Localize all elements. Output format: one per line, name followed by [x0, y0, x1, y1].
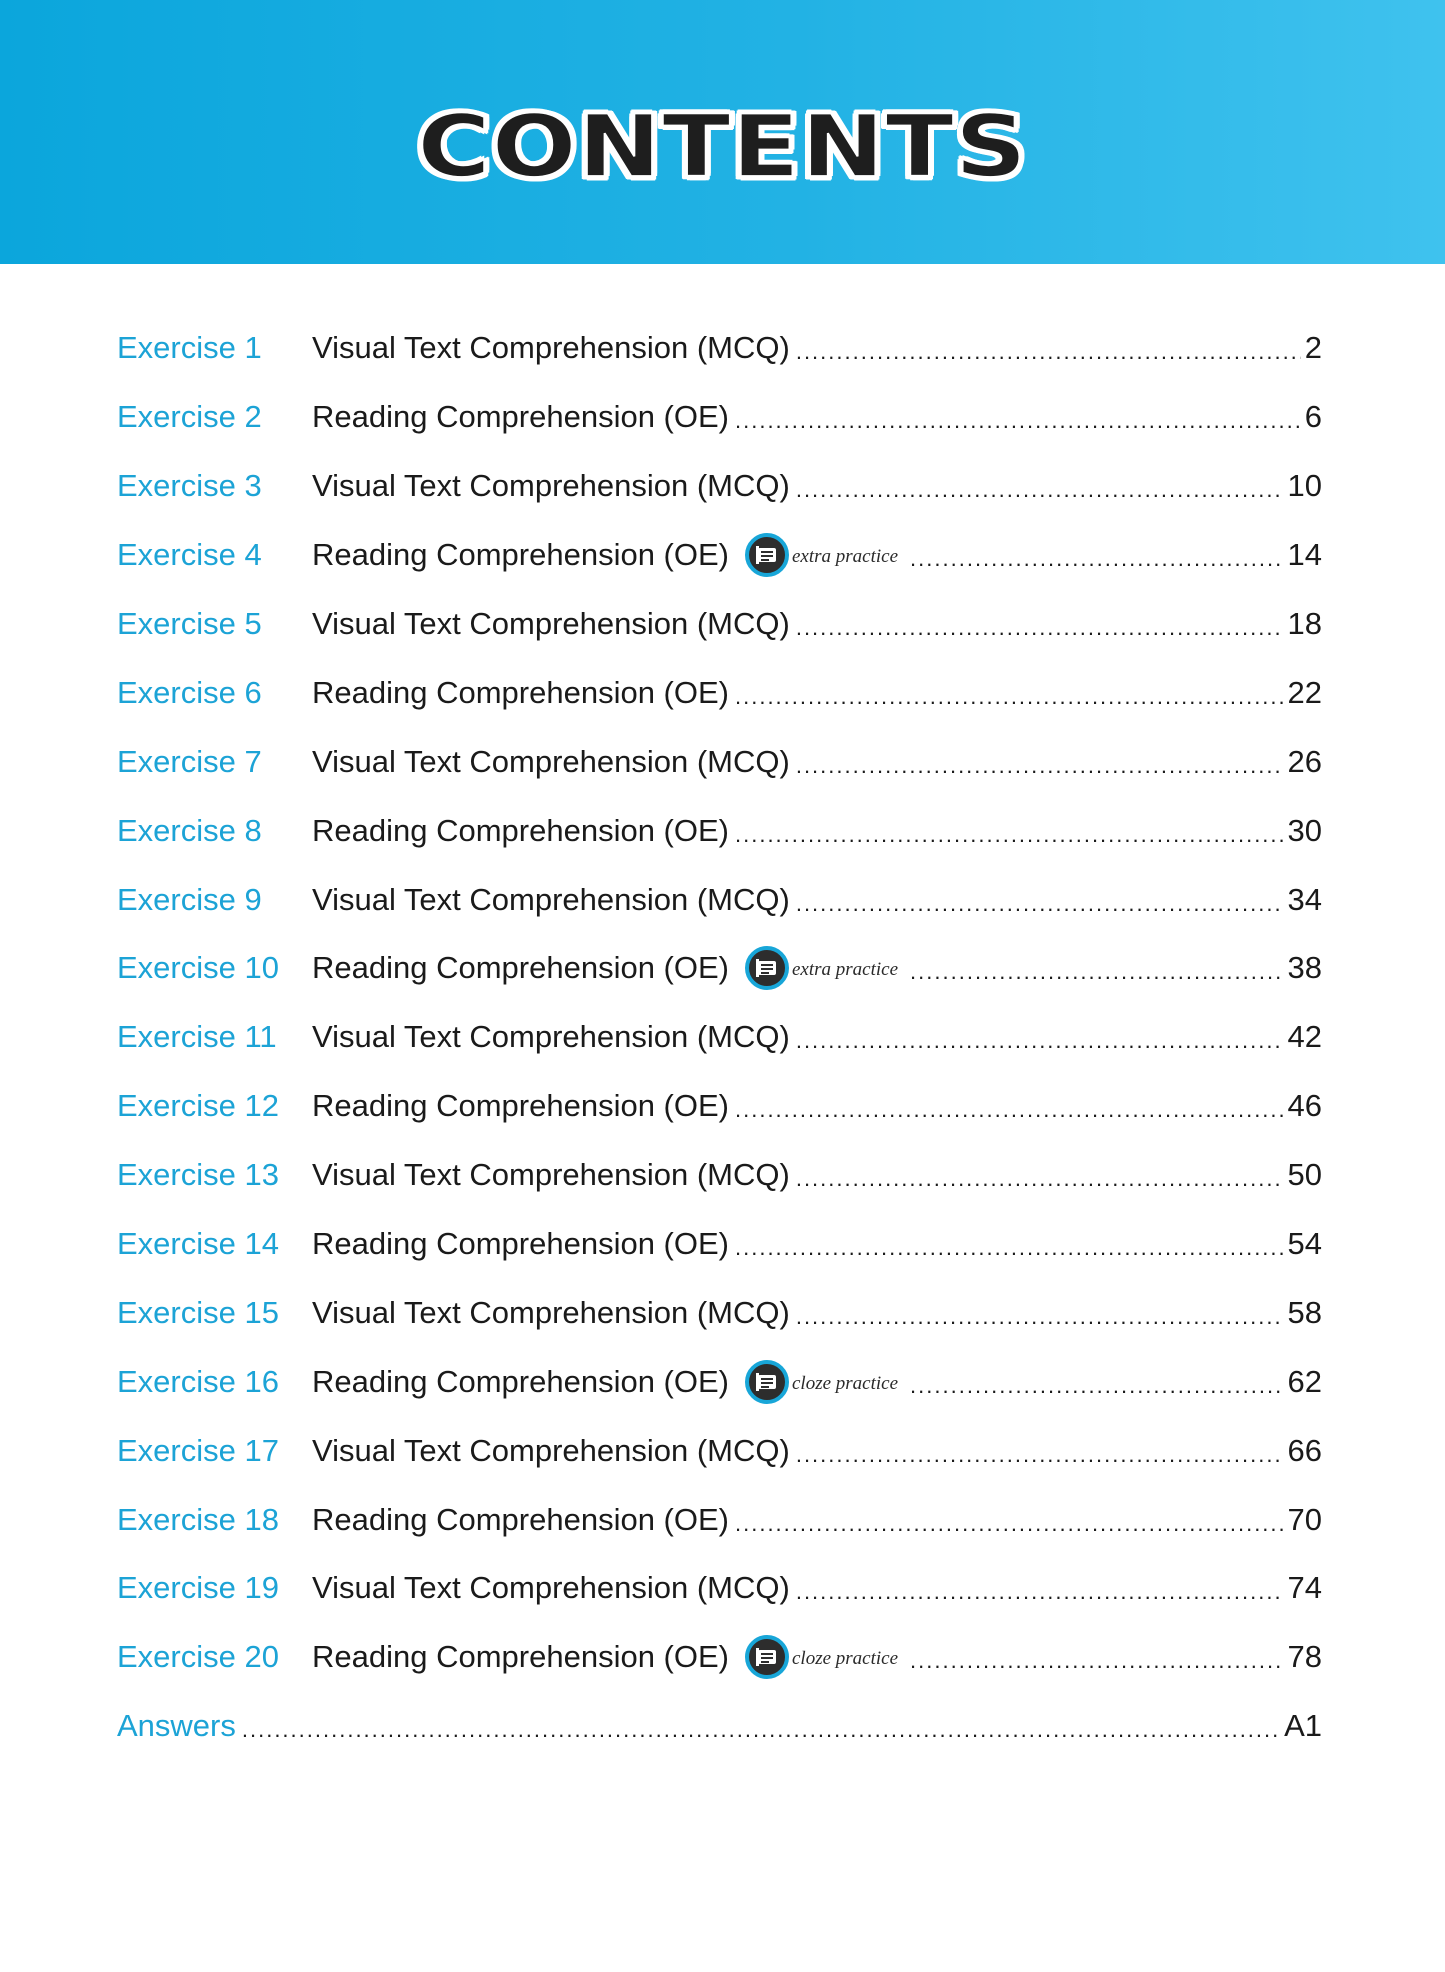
- table-of-contents: [117, 314, 1322, 1761]
- exercise-title: Reading Comprehension (OE): [312, 1088, 729, 1124]
- dot-leader: [735, 822, 1284, 848]
- page-number: 62: [1287, 1363, 1322, 1399]
- page-number: 42: [1287, 1019, 1322, 1055]
- exercise-title: Reading Comprehension (OE): [312, 399, 729, 435]
- practice-badge-label: cloze practice: [792, 1372, 899, 1394]
- page-number: 34: [1287, 881, 1322, 917]
- toc-entry: [117, 934, 1322, 1003]
- book-badge-icon: [745, 946, 789, 990]
- page-number: 14: [1287, 537, 1322, 573]
- dot-leader: [796, 753, 1284, 779]
- page-number: 78: [1287, 1639, 1322, 1675]
- page-number: 58: [1287, 1294, 1322, 1330]
- dot-leader: [735, 408, 1301, 434]
- dot-leader: [910, 959, 1283, 985]
- dot-leader: [796, 1028, 1284, 1054]
- exercise-label: Exercise 17: [117, 1432, 279, 1468]
- dot-leader: [796, 339, 1301, 365]
- book-badge-icon: [745, 533, 789, 577]
- dot-leader: [796, 615, 1284, 641]
- book-badge-icon: [745, 1360, 789, 1404]
- toc-entry-answers: [117, 1692, 1322, 1761]
- toc-entry: [117, 865, 1322, 934]
- exercise-label: Exercise 14: [117, 1226, 279, 1262]
- toc-entry: [117, 1554, 1322, 1623]
- exercise-title: Visual Text Comprehension (MCQ): [312, 1019, 790, 1055]
- page-number: 50: [1287, 1157, 1322, 1193]
- practice-badge: [745, 533, 898, 577]
- exercise-label: Exercise 6: [117, 674, 262, 710]
- exercise-label: Exercise 18: [117, 1501, 279, 1537]
- toc-entry: [117, 727, 1322, 796]
- dot-leader: [910, 546, 1283, 572]
- toc-entry: [117, 521, 1322, 590]
- exercise-label: Exercise 10: [117, 950, 279, 986]
- exercise-label: Exercise 2: [117, 399, 262, 435]
- dot-leader: [735, 1511, 1284, 1537]
- toc-entry: [117, 314, 1322, 383]
- toc-entry: [117, 1072, 1322, 1141]
- exercise-title: Visual Text Comprehension (MCQ): [312, 1157, 790, 1193]
- dot-leader: [796, 1304, 1284, 1330]
- practice-badge: [745, 1360, 898, 1404]
- page-number: 26: [1287, 743, 1322, 779]
- page-number: 6: [1304, 399, 1322, 435]
- toc-entry: [117, 1210, 1322, 1279]
- dot-leader: [796, 477, 1284, 503]
- exercise-label: Exercise 16: [117, 1363, 279, 1399]
- exercise-title: Visual Text Comprehension (MCQ): [312, 330, 790, 366]
- dot-leader: [910, 1648, 1283, 1674]
- toc-entry: [117, 1623, 1322, 1692]
- toc-entry: [117, 1485, 1322, 1554]
- dot-leader: [796, 1442, 1284, 1468]
- practice-badge-label: extra practice: [792, 546, 899, 568]
- header-banner: [0, 0, 1445, 264]
- exercise-title: Visual Text Comprehension (MCQ): [312, 743, 790, 779]
- dot-leader: [796, 1166, 1284, 1192]
- dot-leader: [735, 1097, 1284, 1123]
- practice-badge: [745, 1635, 898, 1679]
- exercise-label: Exercise 20: [117, 1639, 279, 1675]
- toc-entry: [117, 796, 1322, 865]
- toc-entry: [117, 452, 1322, 521]
- page-number: 30: [1287, 812, 1322, 848]
- page-number: 54: [1287, 1226, 1322, 1262]
- exercise-title: Visual Text Comprehension (MCQ): [312, 1570, 790, 1606]
- page-number: 18: [1287, 606, 1322, 641]
- exercise-label: Exercise 1: [117, 330, 262, 366]
- exercise-title: Reading Comprehension (OE): [312, 1363, 729, 1399]
- book-badge-icon: [745, 1635, 789, 1679]
- exercise-label: Exercise 7: [117, 743, 262, 779]
- exercise-title: Visual Text Comprehension (MCQ): [312, 1294, 790, 1330]
- toc-entry: [117, 1347, 1322, 1416]
- toc-entry: [117, 658, 1322, 727]
- exercise-label: Exercise 12: [117, 1088, 279, 1124]
- answers-label: Answers: [117, 1708, 236, 1744]
- toc-entry: [117, 383, 1322, 452]
- practice-badge: [745, 946, 898, 990]
- toc-entry: [117, 1003, 1322, 1072]
- exercise-label: Exercise 4: [117, 537, 262, 573]
- exercise-title: Reading Comprehension (OE): [312, 950, 729, 986]
- exercise-title: Reading Comprehension (OE): [312, 812, 729, 848]
- exercise-label: Exercise 9: [117, 881, 262, 917]
- dot-leader: [910, 1373, 1283, 1399]
- dot-leader: [796, 1579, 1284, 1605]
- toc-entry: [117, 1416, 1322, 1485]
- page-number: 38: [1287, 950, 1322, 986]
- toc-entry: [117, 1278, 1322, 1347]
- exercise-label: Exercise 3: [117, 468, 262, 504]
- exercise-title: Reading Comprehension (OE): [312, 537, 729, 573]
- page-number: 10: [1287, 468, 1322, 504]
- page-title: CONTENTS: [417, 96, 1028, 197]
- exercise-title: Reading Comprehension (OE): [312, 1501, 729, 1537]
- page-number: 46: [1287, 1088, 1322, 1124]
- practice-badge-label: cloze practice: [792, 1648, 899, 1670]
- exercise-label: Exercise 13: [117, 1157, 279, 1193]
- exercise-title: Reading Comprehension (OE): [312, 674, 729, 710]
- exercise-label: Exercise 11: [117, 1019, 277, 1055]
- dot-leader: [796, 891, 1284, 917]
- practice-badge-label: extra practice: [792, 959, 899, 981]
- page-number: 70: [1287, 1501, 1322, 1537]
- exercise-title: Reading Comprehension (OE): [312, 1226, 729, 1262]
- toc-entry: [117, 590, 1322, 659]
- exercise-label: Exercise 15: [117, 1294, 279, 1330]
- exercise-label: Exercise 8: [117, 812, 262, 848]
- dot-leader: [735, 684, 1284, 710]
- page-number: 2: [1304, 330, 1322, 366]
- exercise-title: Visual Text Comprehension (MCQ): [312, 468, 790, 504]
- page-number: 66: [1287, 1432, 1322, 1468]
- exercise-title: Reading Comprehension (OE): [312, 1639, 729, 1675]
- exercise-title: Visual Text Comprehension (MCQ): [312, 606, 790, 641]
- exercise-label: Exercise 19: [117, 1570, 279, 1606]
- dot-leader: [735, 1235, 1284, 1261]
- exercise-label: Exercise 5: [117, 606, 262, 641]
- page-number: 74: [1287, 1570, 1322, 1606]
- exercise-title: Visual Text Comprehension (MCQ): [312, 1432, 790, 1468]
- page-number: 22: [1287, 674, 1322, 710]
- dot-leader: [242, 1717, 1280, 1743]
- exercise-title: Visual Text Comprehension (MCQ): [312, 881, 790, 917]
- toc-entry: [117, 1141, 1322, 1210]
- page-number: A1: [1284, 1708, 1322, 1744]
